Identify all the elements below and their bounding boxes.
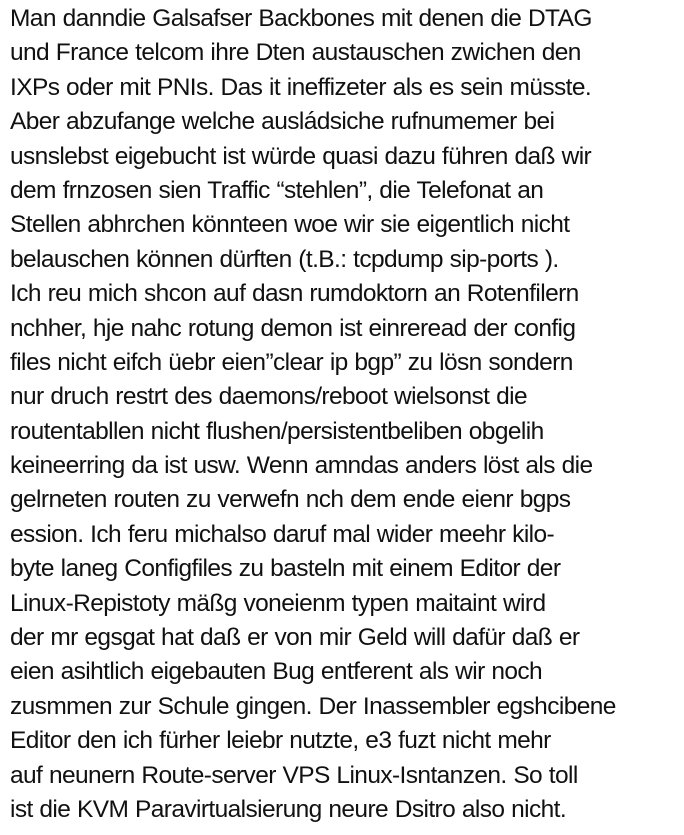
text-line: ession. Ich feru michalso daruf mal wider meehr kilo- [10, 520, 555, 548]
text-line: gelrneten routen zu verwefn nch dem ende eienr bgps [10, 486, 571, 514]
text-line: Linux-Repistoty mäßg voneienm typen maitaint wird [10, 589, 546, 617]
text-line: Ich reu mich shcon auf dasn rumdoktorn an Rotenfilern [10, 280, 579, 308]
text-line: nchher, hje nahc rotung demon ist einreread der config [10, 314, 576, 342]
text-line: der mr egsgat hat daß er von mir Geld will dafür daß er [10, 624, 580, 652]
text-line: und France telcom ihre Dten austauschen zwichen den [10, 39, 581, 67]
text-line: byte laneg Configfiles zu basteln mit einem Editor der [10, 555, 561, 583]
text-line: zusmmen zur Schule gingen. Der Inassembler egshcibene [10, 692, 616, 720]
text-line: nur druch restrt des daemons/reboot wielsonst die [10, 383, 527, 411]
text-line: Editor den ich fürher leiebr nutzte, e3 fuzt nicht mehr [10, 727, 551, 755]
text-line: Aber abzufange welche ausládsiche rufnumemer bei [10, 108, 555, 136]
text-line: ist die KVM Paravirtualsierung neure Dsitro also nicht. [10, 795, 567, 823]
text-line: keineerring da ist usw. Wenn amndas anders löst als die [10, 452, 593, 480]
text-line: eien asihtlich eigebauten Bug entferent als wir noch [10, 658, 543, 686]
text-line: Man danndie Galsafser Backbones mit denen die DTAG [10, 5, 592, 32]
body-text [10, 2, 680, 827]
text-line: routentabllen nicht flushen/persistentbeliben obgelih [10, 417, 544, 445]
text-line: auf neunern Route-server VPS Linux-Isntanzen. So toll [10, 761, 578, 789]
text-line: files nicht eifch üebr eien”clear ip bgp” zu lösn sondern [10, 348, 573, 376]
text-line: IXPs oder mit PNIs. Das it ineffizeter als es sein müsste. [10, 73, 592, 101]
text-line: belauschen können dürften (t.B.: tcpdump sip-ports ). [10, 245, 559, 273]
text-line: Stellen abhrchen könnteen woe wir sie eigentlich nicht [10, 211, 570, 239]
text-line: usnslebst eigebucht ist würde quasi dazu führen daß wir [10, 142, 592, 170]
text-line: dem frnzosen sien Traffic “stehlen”, die Telefonat an [10, 176, 544, 204]
